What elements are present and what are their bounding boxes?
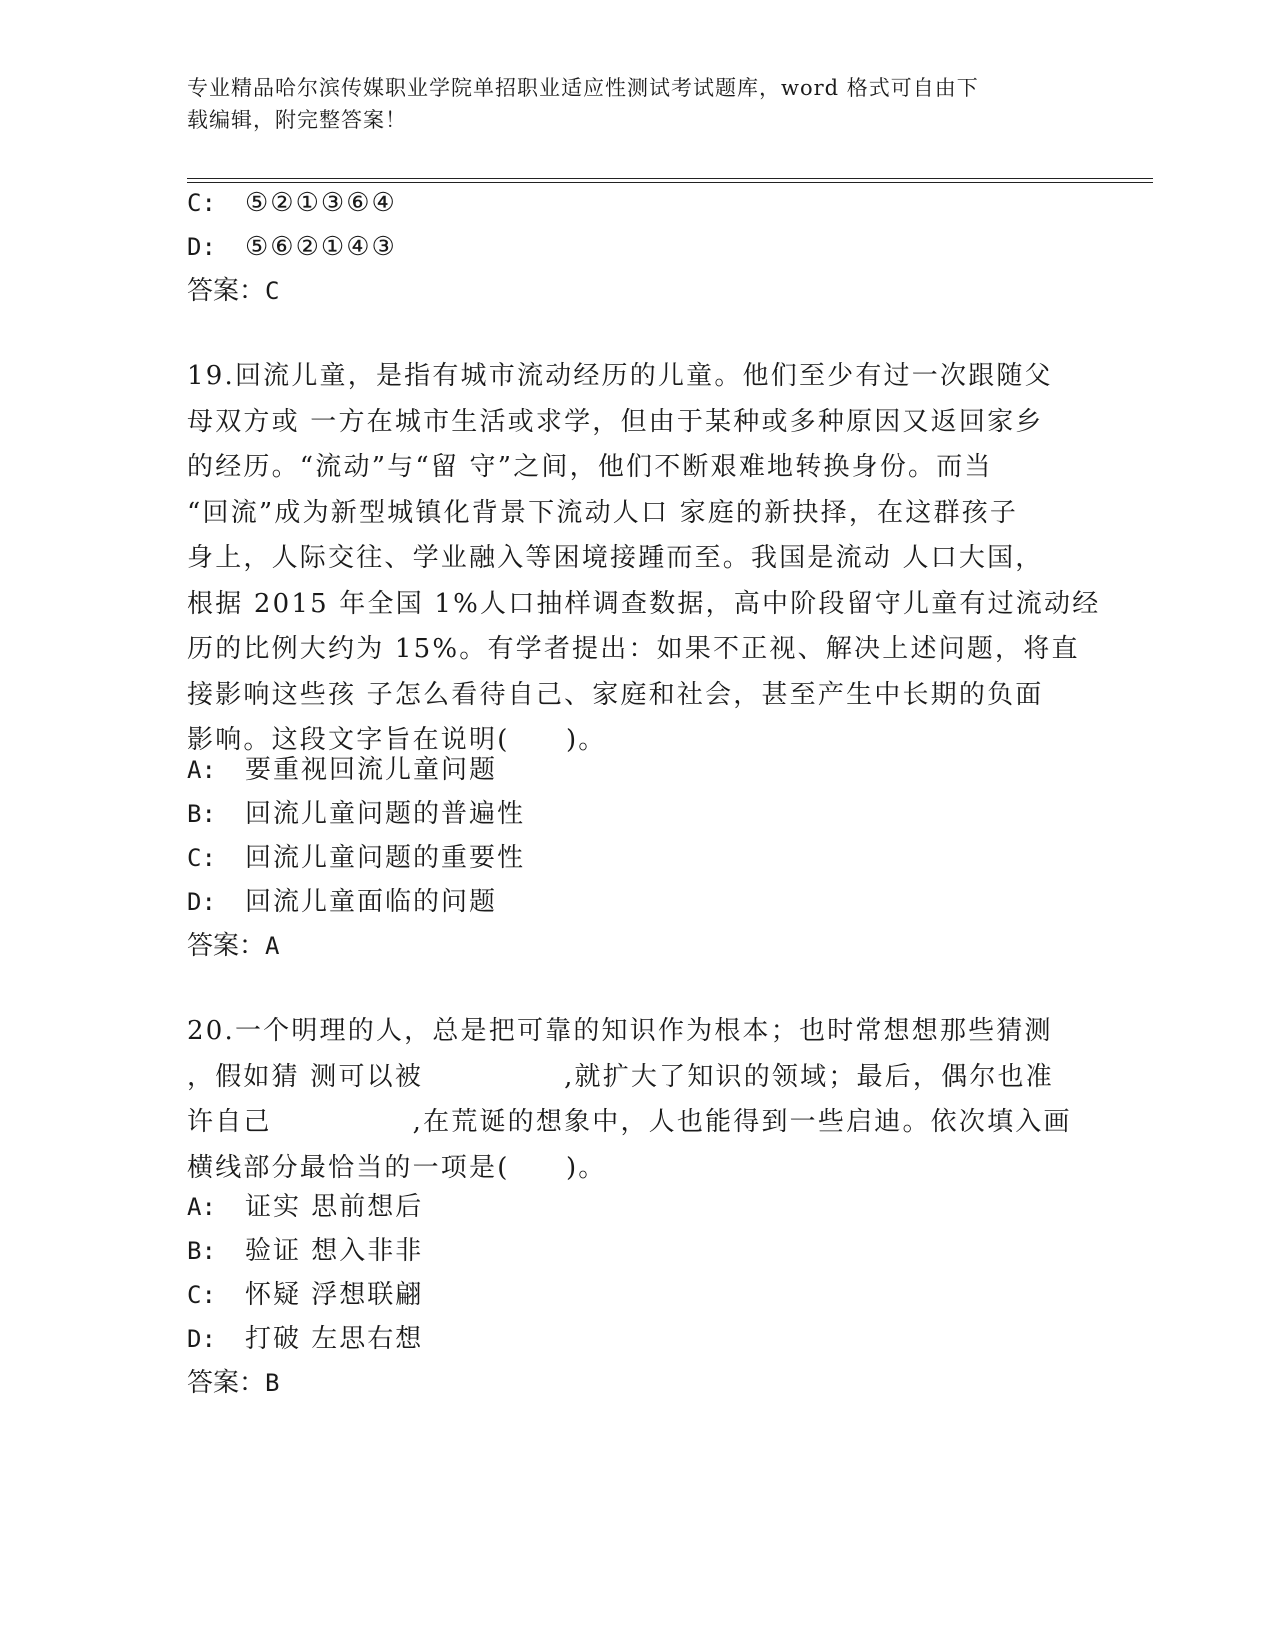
q19-line: 接影响这些孩 子怎么看待自己、家庭和社会，甚至产生中长期的负面 [187,679,1044,710]
option-key: A: [187,756,216,784]
q19-line: 母双方或 一方在城市生活或求学，但由于某种或多种原因又返回家乡 [187,406,1044,437]
option-text: 证实 思前想后 [245,1192,424,1222]
q19-option-d [187,885,497,919]
option-text: ⑤②①③⑥④ [245,188,397,218]
q20-line: 许自己 ,在荒诞的想象中，人也能得到一些启迪。依次填入画 [187,1107,1072,1137]
q20-stem [187,1009,1087,1191]
q19-line: 身上，人际交往、学业融入等困境接踵而至。我国是流动 人口大国， [187,543,1044,573]
answer-value: B [265,1369,280,1397]
option-text: 怀疑 浮想联翩 [245,1280,424,1310]
option-key: D: [187,888,216,916]
option-text: 回流儿童问题的重要性 [245,843,526,873]
option-text: 验证 想入非非 [245,1236,424,1266]
option-key: C: [187,1281,216,1309]
header-divider-bottom [187,182,1153,183]
q19-stem [187,354,1101,764]
q20-line: 横线部分最恰当的一项是( )。 [187,1152,607,1183]
answer-label: 答案： [187,1368,266,1398]
header-line-1: 专业精品哈尔滨传媒职业学院单招职业适应性测试考试题库，word 格式可自由下 [187,76,979,100]
q20-answer [187,1366,279,1400]
option-key: C: [187,844,216,872]
option-text: 回流儿童问题的普遍性 [245,799,526,829]
option-key: A: [187,1193,216,1221]
q19-line: 历的比例大约为 15%。有学者提出：如果不正视、解决上述问题，将直 [187,634,1080,664]
q19-line: “回流”成为新型城镇化背景下流动人口 家庭的新抉择，在这群孩子 [187,497,1019,528]
q19-line: 的经历。“流动”与“留 守”之间，他们不断艰难地转换身份。而当 [187,452,993,482]
q19-line: 根据 2015 年全国 1%人口抽样调查数据，高中阶段留守儿童有过流动经 [187,588,1101,619]
option-key: C: [187,189,216,217]
q19-answer [187,929,279,963]
q19-line: 19.回流儿童，是指有城市流动经历的儿童。他们至少有过一次跟随父 [187,361,1053,391]
q20-line: ，假如猜 测可以被 ,就扩大了知识的领域；最后，偶尔也准 [187,1061,1054,1092]
q20-line: 20.一个明理的人，总是把可靠的知识作为根本；也时常想想那些猜测 [187,1016,1053,1046]
q19-option-b [187,797,525,831]
q20-option-b [187,1234,423,1268]
option-text: 要重视回流儿童问题 [245,755,498,785]
q20-option-d [187,1322,423,1356]
q20-option-c [187,1278,423,1312]
answer-label: 答案： [187,276,266,306]
page-header [187,72,1067,136]
answer-value: A [265,932,280,960]
header-line-2: 载编辑，附完整答案！ [187,108,407,132]
q18-option-d [187,230,397,264]
q19-option-c [187,841,525,875]
header-divider-top [187,178,1153,179]
q19-line: 影响。这段文字旨在说明( )。 [187,725,607,755]
answer-value: C [265,277,280,305]
option-text: 打破 左思右想 [245,1324,424,1354]
option-key: B: [187,800,216,828]
option-text: ⑤⑥②①④③ [245,232,397,262]
q18-option-c [187,186,397,220]
option-text: 回流儿童面临的问题 [245,887,498,917]
option-key: B: [187,1237,216,1265]
option-key: D: [187,1325,216,1353]
answer-label: 答案： [187,931,266,961]
option-key: D: [187,233,216,261]
q20-option-a [187,1190,423,1224]
q18-answer [187,274,279,308]
q19-option-a [187,753,497,787]
